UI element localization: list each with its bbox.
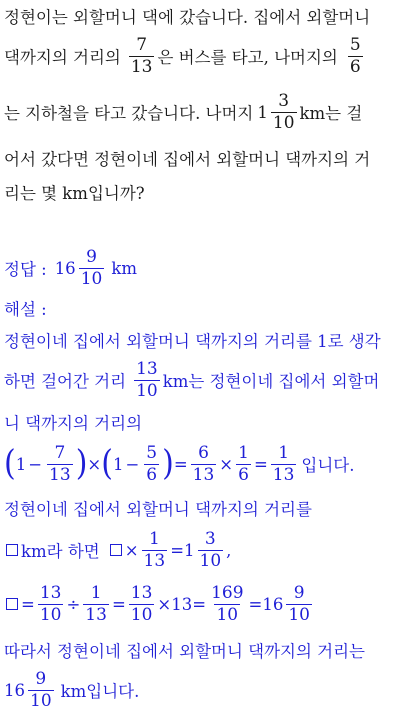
question-text: 은 버스를 타고, 나머지의 — [157, 48, 338, 67]
fraction-3-10: $\frac{3}{10}$ — [199, 528, 222, 571]
fraction-7-13: $\frac{7}{13}$ — [130, 34, 153, 77]
solution-text: km는 정현이네 집에서 외할머 — [162, 372, 380, 391]
fraction-13-10: $\frac{13}{10}$ — [39, 582, 62, 625]
question-line-1 — [4, 4, 398, 28]
mixed-whole: 16 — [4, 680, 25, 700]
question-text: 댁까지의 거리의 — [4, 48, 121, 67]
times-sign: × — [219, 454, 234, 474]
answer-whole: 16 — [54, 258, 76, 278]
equals-sign: = — [170, 540, 185, 560]
equals-sign: = — [111, 594, 126, 614]
fraction-7-13: $\frac{7}{13}$ — [49, 442, 71, 485]
equals-sign: = — [253, 454, 268, 474]
equals-sign: = — [173, 454, 188, 474]
solution-line-8 — [4, 638, 398, 662]
equals-sign: = — [21, 594, 35, 614]
fraction-5-6: $\frac{5}{6}$ — [146, 442, 158, 485]
equation-line-2: km라 하면 × $\frac{1}{13}$ = 1 $\frac{3}{10}$ , — [4, 528, 398, 572]
solution-text: km라 하면 — [21, 542, 100, 561]
times-sign: × — [157, 594, 172, 614]
answer-label: 정답 : — [4, 260, 47, 279]
fraction-169-10: $\frac{169}{10}$ — [211, 582, 244, 625]
left-paren: ( — [4, 443, 16, 484]
solution-text: 니 댁까지의 거리의 — [4, 414, 143, 433]
question-line-2 — [4, 34, 398, 78]
question-text: 리는 몇 km입니까? — [4, 184, 145, 203]
solution-line-2 — [4, 358, 398, 402]
solution-text: km입니다. — [60, 682, 140, 701]
solution-line-1 — [4, 328, 398, 352]
left-paren: ( — [101, 443, 113, 484]
question-line-4 — [4, 146, 398, 170]
fraction-1-13: $\frac{1}{13}$ — [85, 582, 107, 625]
times-sign: × — [124, 540, 139, 560]
fraction-1-13: $\frac{1}{13}$ — [272, 442, 295, 485]
answer-line — [4, 246, 398, 290]
solution-line-5 — [4, 496, 398, 520]
mixed-whole: 16 — [262, 594, 284, 614]
solution-text: 하면 걸어간 거리 — [4, 372, 127, 391]
equals-sign: = — [248, 594, 263, 614]
fraction-1-13: $\frac{1}{13}$ — [143, 528, 166, 571]
equation-line-1: ( 1 − $\frac{7}{13}$ ) × ( 1 − $\frac{5}{6}$ ) = $\frac{6}{13}$ × $\frac{1}{6}$ = $\frac{1}{13}$ 입니다. — [4, 442, 355, 485]
answer-fraction: $\frac{9}{10}$ — [80, 246, 103, 289]
question-text: 어서 갔다면 정현이네 집에서 외할머니 댁까지의 거 — [4, 150, 371, 169]
fraction-1-6: $\frac{1}{6}$ — [238, 442, 249, 485]
fraction-3-10: $\frac{3}{10}$ — [272, 90, 295, 133]
fraction-5-6: $\frac{5}{6}$ — [349, 34, 361, 77]
answer-unit: km — [111, 258, 137, 278]
question-line-3 — [4, 90, 398, 134]
solution-text: 따라서 정현이네 집에서 외할머니 댁까지의 거리는 — [4, 642, 365, 661]
solution-label: 해설 : — [4, 300, 47, 319]
solution-line-3 — [4, 410, 398, 434]
solution-text: 정현이네 집에서 외할머니 댁까지의 거리를 — [4, 500, 312, 519]
solution-text: 입니다. — [301, 456, 355, 475]
fraction-13-10: $\frac{13}{10}$ — [130, 582, 153, 625]
mixed-whole: 1 — [184, 540, 195, 560]
times-sign: × — [87, 454, 102, 474]
divide-sign: ÷ — [66, 594, 81, 614]
fraction-9-10: $\frac{9}{10}$ — [288, 582, 310, 625]
final-answer-line — [4, 668, 398, 712]
unknown-box-icon — [6, 544, 18, 556]
fraction-13-10: $\frac{13}{10}$ — [136, 358, 158, 401]
question-text: km는 걸 — [299, 104, 363, 123]
mixed-whole: 1 — [257, 102, 268, 122]
question-line-5 — [4, 180, 398, 204]
fraction-9-10: $\frac{9}{10}$ — [30, 668, 52, 711]
equation-line-3: = $\frac{13}{10}$ ÷ $\frac{1}{13}$ = $\frac{13}{10}$ × 13 = $\frac{169}{10}$ = 16 $\frac{9}{10}$ — [4, 580, 398, 628]
unknown-box-icon — [110, 544, 122, 556]
solution-text: 정현이네 집에서 외할머니 댁까지의 거리를 1로 생각 — [4, 332, 381, 351]
right-paren: ) — [75, 443, 88, 484]
question-text: 는 지하철을 타고 갔습니다. 나머지 — [4, 104, 254, 123]
fraction-6-13: $\frac{6}{13}$ — [192, 442, 215, 485]
unknown-box-icon — [6, 598, 18, 610]
right-paren: ) — [162, 443, 174, 484]
question-text: 정현이는 외할머니 댁에 갔습니다. 집에서 외할머니 — [4, 8, 371, 27]
equals-sign: = — [192, 594, 207, 614]
solution-label-line — [4, 296, 398, 320]
